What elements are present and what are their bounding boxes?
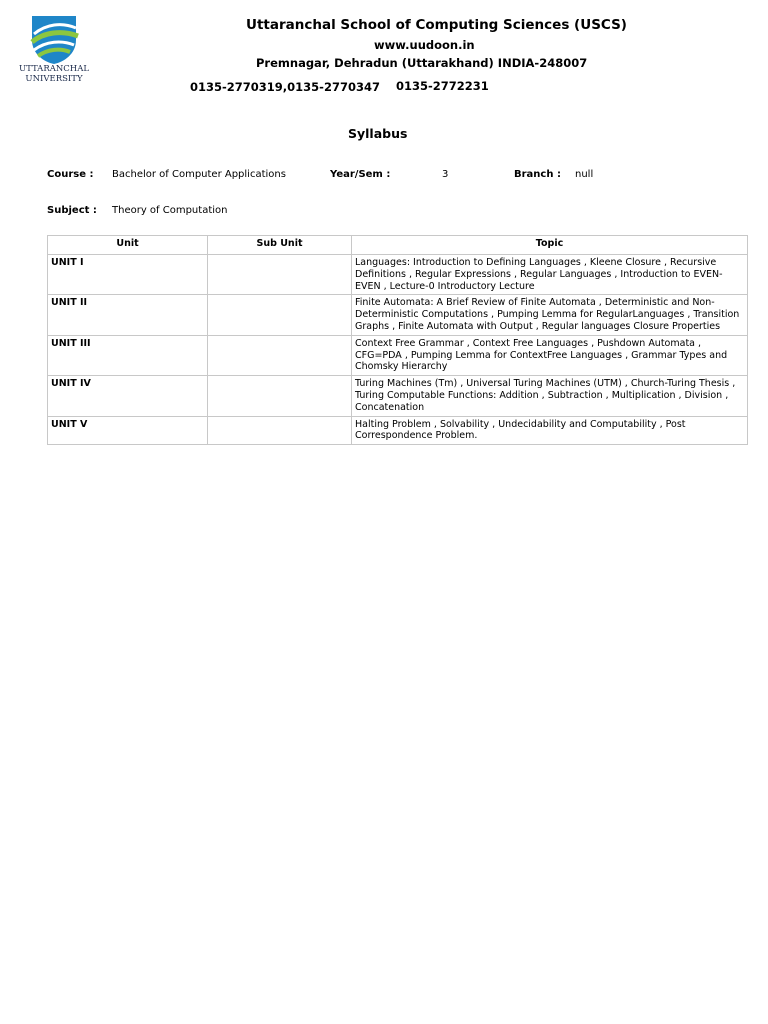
unit-cell: UNIT V [48, 416, 208, 445]
subunit-column-header: Sub Unit [208, 236, 352, 255]
subunit-cell [208, 255, 352, 295]
phone-numbers: 0135-2770319,0135-2770347 [190, 80, 380, 94]
unit-cell: UNIT IV [48, 376, 208, 416]
table-row [48, 376, 748, 416]
fax-number: 0135-2772231 [396, 79, 489, 93]
subunit-cell [208, 416, 352, 445]
branch-value: null [575, 169, 594, 180]
university-logo-text: UTTARANCHAL UNIVERSITY [18, 64, 89, 84]
table-row [48, 255, 748, 295]
unit-cell: UNIT II [48, 295, 208, 335]
topic-cell: Halting Problem , Solvability , Undecidability and Computability , Post Correspondence Problem. [352, 416, 748, 445]
topic-cell: Finite Automata: A Brief Review of Finite Automata , Deterministic and Non-Deterministic Computations , Pumping Lemma for RegularLanguages , Transition Graphs , Finite Automata with Output , Regular languages Closure Properties [352, 295, 748, 335]
table-row [48, 335, 748, 375]
school-name: Uttaranchal School of Computing Sciences (USCS) [246, 17, 627, 33]
subunit-cell [208, 295, 352, 335]
topic-cell: Turing Machines (Tm) , Universal Turing Machines (UTM) , Church-Turing Thesis , Turing Computable Functions: Addition , Subtraction , Multiplication , Division , Concatenation [352, 376, 748, 416]
address-text: Premnagar, Dehradun (Uttarakhand) INDIA-248007 [256, 56, 588, 70]
topic-cell: Context Free Grammar , Context Free Languages , Pushdown Automata , CFG=PDA , Pumping Lemma for ContextFree Languages , Grammar Types and Chomsky Hierarchy [352, 335, 748, 375]
website-text: www.uudoon.in [374, 38, 475, 52]
table-header-row [48, 236, 748, 255]
unit-column-header: Unit [48, 236, 208, 255]
university-logo [12, 14, 96, 86]
subunit-cell [208, 335, 352, 375]
table-row [48, 295, 748, 335]
subunit-cell [208, 376, 352, 416]
yearsem-value: 3 [442, 169, 449, 180]
topic-cell: Languages: Introduction to Defining Languages , Kleene Closure , Recursive Definitions , Regular Expressions , Regular Languages , Introduction to EVEN-EVEN , Lecture-0 Introductory Lecture [352, 255, 748, 295]
unit-cell: UNIT III [48, 335, 208, 375]
syllabus-table [47, 235, 748, 445]
subject-label: Subject : [47, 205, 97, 216]
course-value: Bachelor of Computer Applications [112, 169, 286, 180]
subject-value: Theory of Computation [112, 205, 228, 216]
unit-cell: UNIT I [48, 255, 208, 295]
branch-label: Branch : [514, 169, 561, 180]
yearsem-label: Year/Sem : [330, 169, 391, 180]
page-title: Syllabus [348, 126, 408, 141]
topic-column-header: Topic [352, 236, 748, 255]
table-row [48, 416, 748, 445]
university-emblem-icon [26, 14, 82, 64]
course-label: Course : [47, 169, 94, 180]
